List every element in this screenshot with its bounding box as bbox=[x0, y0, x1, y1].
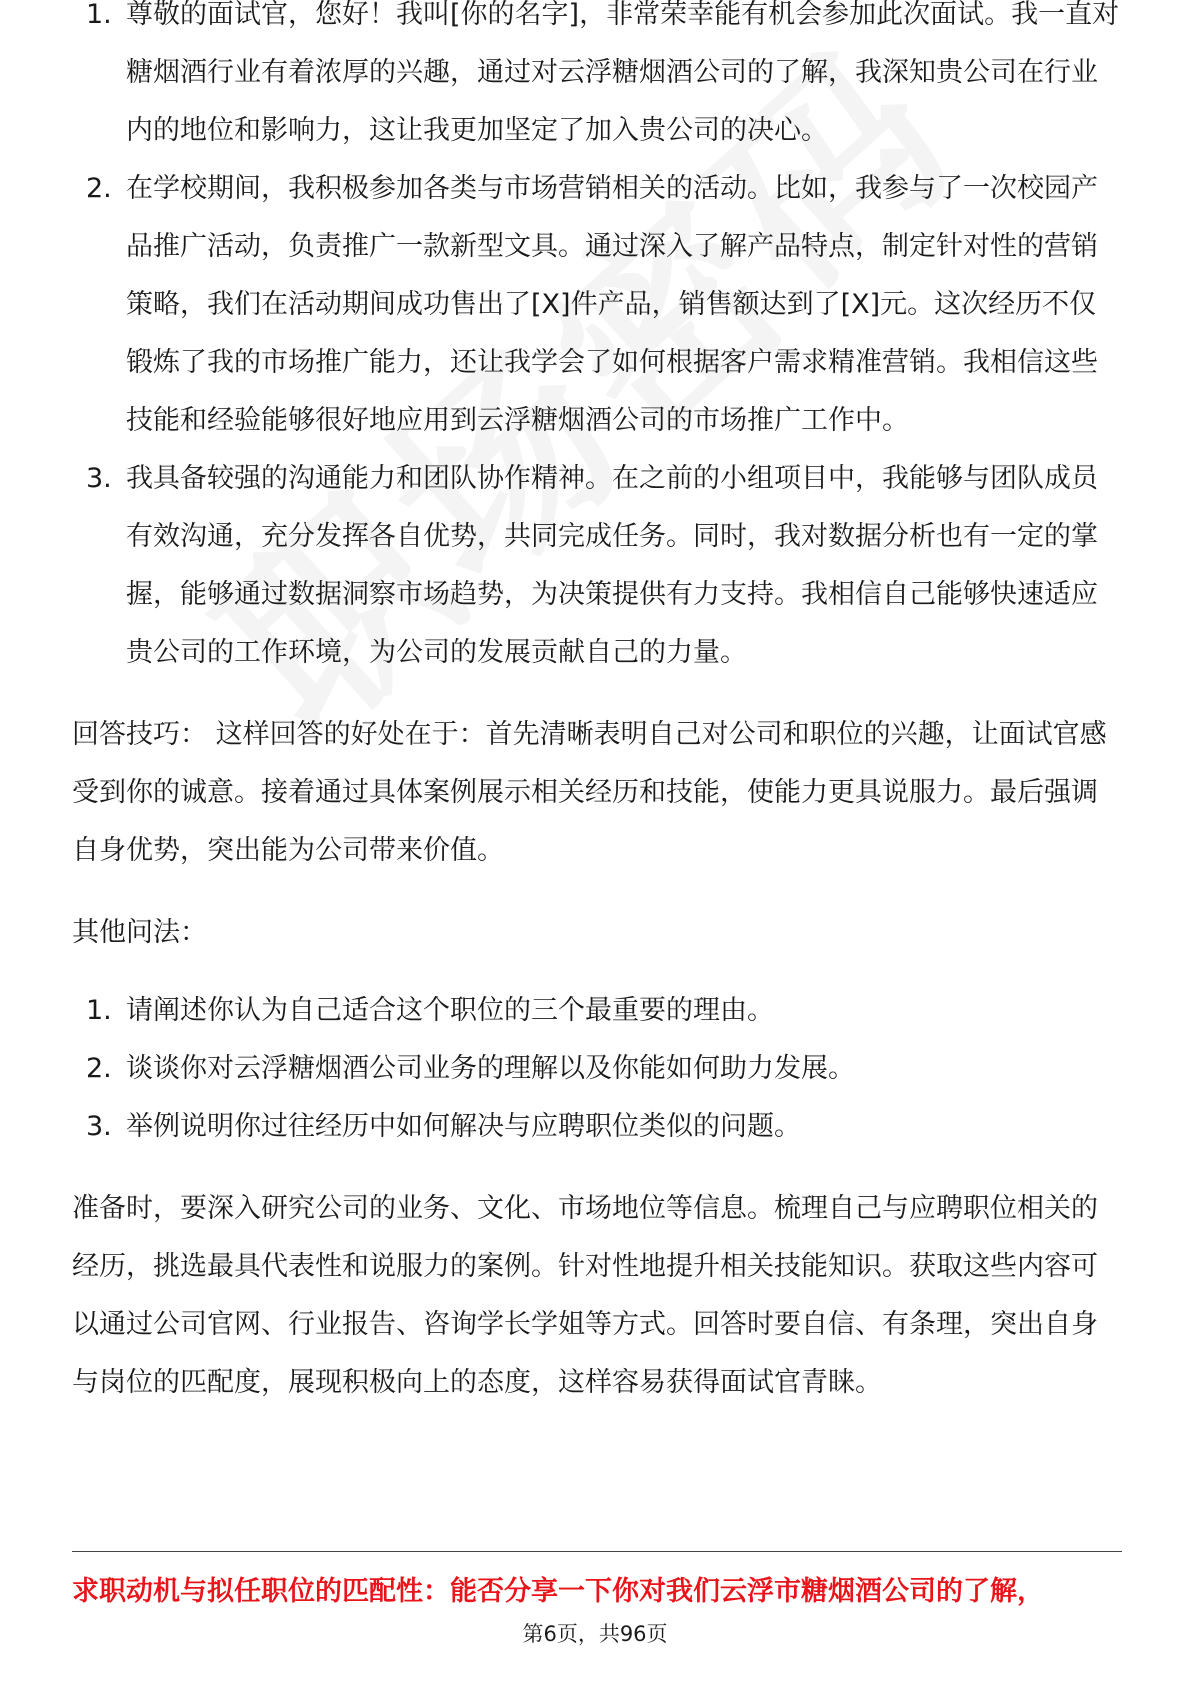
list-text: 在学校期间，我积极参加各类与市场营销相关的活动。比如，我参与了一次校园产品推广活动，负责推广一款新型文具。通过深入了解产品特点，制定针对性的营销策略，我们在活动期间成功售出了[X]件产品，销售额达到了[X]元。这次经历不仅锻炼了我的市场推广能力，还让我学会了如何根据客户需求精准营销。我相信这些技能和经验能够很好地应用到云浮糖烟酒公司的市场推广工作中。 bbox=[126, 173, 1098, 436]
page-content bbox=[72, 0, 1122, 1412]
list-number: 2. bbox=[86, 1053, 112, 1084]
answer-tips: 回答技巧： 这样回答的好处在于：首先清晰表明自己对公司和职位的兴趣，让面试官感受到你的诚意。接着通过具体案例展示相关经历和技能，使能力更具说服力。最后强调自身优势，突出能为公司带来价值。 bbox=[72, 719, 1107, 866]
list-text: 举例说明你过往经历中如何解决与应聘职位类似的问题。 bbox=[126, 1111, 801, 1142]
preparation-advice: 准备时，要深入研究公司的业务、文化、市场地位等信息。梳理自己与应聘职位相关的经历，挑选最具代表性和说服力的案例。针对性地提升相关技能知识。获取这些内容可以通过公司官网、行业报告、咨询学长学姐等方式。回答时要自信、有条理，突出自身与岗位的匹配度，展现积极向上的态度，这样容易获得面试官青睐。 bbox=[72, 1193, 1098, 1398]
footer-divider bbox=[72, 1551, 1122, 1552]
list-item bbox=[72, 982, 1122, 1040]
list-number: 1. bbox=[86, 995, 112, 1026]
answer-list bbox=[72, 0, 1122, 160]
list-item bbox=[72, 0, 1122, 160]
list-item bbox=[72, 1098, 1122, 1156]
list-text: 我具备较强的沟通能力和团队协作精神。在之前的小组项目中，我能够与团队成员有效沟通，充分发挥各自优势，共同完成任务。同时，我对数据分析也有一定的掌握，能够通过数据洞察市场趋势，为决策提供有力支持。我相信自己能够快速适应贵公司的工作环境，为公司的发展贡献自己的力量。 bbox=[126, 463, 1098, 668]
list-item bbox=[72, 160, 1122, 450]
page-number: 第6页，共96页 bbox=[522, 1622, 668, 1646]
other-questions-heading: 其他问法： bbox=[72, 917, 207, 948]
list-item bbox=[72, 1040, 1122, 1098]
list-number: 3. bbox=[86, 463, 112, 494]
continued-list-top bbox=[72, 0, 1122, 160]
answer-list-continued bbox=[72, 160, 1122, 682]
list-number: 3. bbox=[86, 1111, 112, 1142]
list-number: 1. bbox=[86, 0, 112, 30]
next-question-heading: 求职动机与拟任职位的匹配性：能否分享一下你对我们云浮市糖烟酒公司的了解， bbox=[72, 1576, 1044, 1607]
list-text: 谈谈你对云浮糖烟酒公司业务的理解以及你能如何助力发展。 bbox=[126, 1053, 855, 1084]
list-text: 尊敬的面试官，您好！我叫[你的名字]，非常荣幸能有机会参加此次面试。我一直对糖烟酒行业有着浓厚的兴趣，通过对云浮糖烟酒公司的了解，我深知贵公司在行业内的地位和影响力，这让我更加坚定了加入贵公司的决心。 bbox=[126, 0, 1120, 146]
list-number: 2. bbox=[86, 173, 112, 204]
list-text: 请阐述你认为自己适合这个职位的三个最重要的理由。 bbox=[126, 995, 774, 1026]
other-questions-list bbox=[72, 982, 1122, 1156]
list-item bbox=[72, 450, 1122, 682]
